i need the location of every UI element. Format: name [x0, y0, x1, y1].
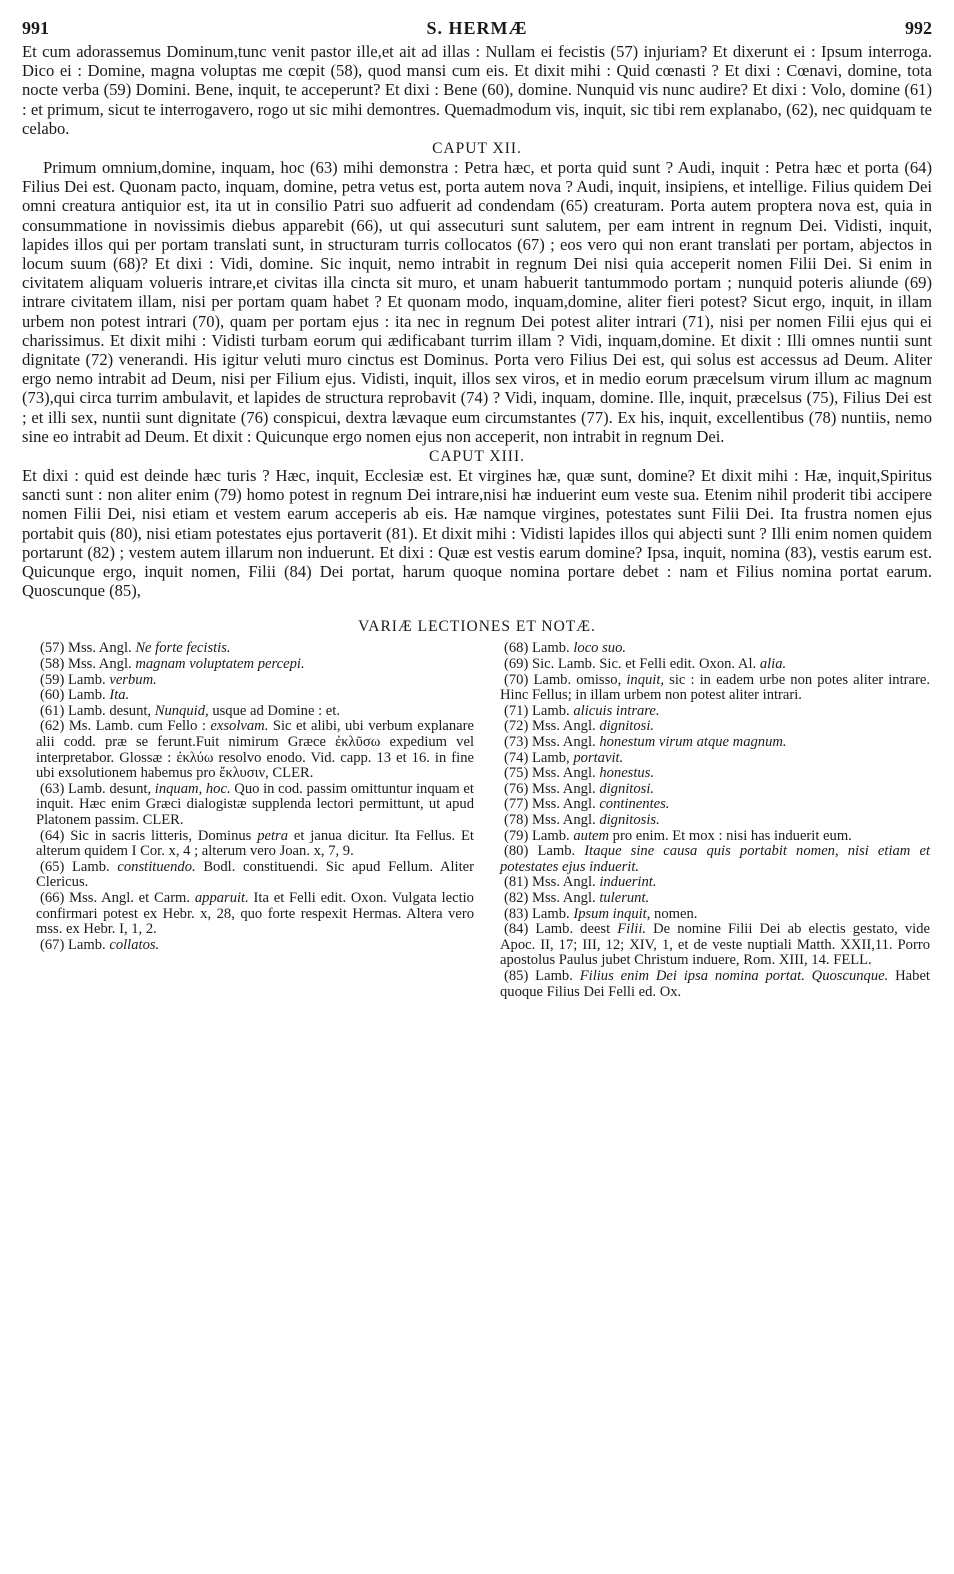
note-number: (70) — [504, 671, 529, 688]
note-reading: inquit, — [626, 671, 665, 688]
note-entry — [500, 751, 930, 767]
main-text — [22, 42, 932, 600]
note-comment: nomen. — [654, 905, 698, 922]
note-source: Mss. Angl. — [531, 780, 596, 797]
note-entry — [500, 875, 930, 891]
note-entry — [500, 719, 930, 735]
note-number: (67) — [40, 936, 65, 953]
note-reading: portavit. — [573, 749, 624, 766]
note-source: Mss. Angl. — [67, 656, 132, 673]
note-number: (83) — [504, 905, 529, 922]
note-source: Mss. Angl. — [531, 874, 596, 891]
note-source: Lamb. — [531, 905, 570, 922]
note-entry — [36, 673, 474, 689]
caput-xiii-heading: CAPUT XIII. — [429, 448, 525, 466]
note-reading: petra — [257, 827, 289, 844]
note-source: Ms. Lamb. cum Fello : — [68, 718, 206, 735]
note-entry — [500, 641, 930, 657]
note-entry — [36, 704, 474, 720]
note-source: Sic. Lamb. Sic. et Felli edit. Oxon. Al. — [531, 656, 757, 673]
note-reading: Ne forte fecistis. — [135, 640, 231, 657]
note-number: (60) — [40, 687, 65, 704]
note-comment: Sic et alibi, ubi verbum explanare alii codd. præ se ferunt.Fuit nimirum Græce ἐκλῦσω expedium vel interpretabor. Glossæ : ἐκλύω resolvo enodo. Vid. capp. 13 et 16. in fine ubi exsolutionem habemus pro ἔκλυσιν, CLER. — [36, 718, 474, 782]
note-number: (78) — [504, 812, 529, 829]
note-entry — [500, 657, 930, 673]
note-source: Lamb. — [531, 827, 570, 844]
note-reading: inquam, hoc. — [154, 780, 231, 797]
page-header — [22, 18, 932, 40]
note-source: Mss. Angl. — [531, 765, 596, 782]
note-entry — [500, 891, 930, 907]
note-number: (77) — [504, 796, 529, 813]
note-entry — [36, 891, 474, 938]
note-source: Mss. Angl. et Carm. — [69, 889, 191, 906]
note-reading: loco suo. — [573, 640, 627, 657]
note-entry — [36, 657, 474, 673]
page — [22, 18, 932, 1000]
note-reading: autem — [573, 827, 610, 844]
note-source: Lamb. — [537, 843, 576, 860]
note-source: Lamb. — [531, 702, 570, 719]
note-reading: collatos. — [109, 936, 160, 953]
note-source: Mss. Angl. — [531, 812, 596, 829]
note-reading: dignitosi. — [599, 780, 655, 797]
note-comment: De nomine Filii Dei ab electis gestato, vide Apoc. II, 17; III, 12; XIV, 1, et de veste nuptiali Matth. XXII,11. Porro apostolus Paulus jubet Christum induere, Rom. XIII, 14. FELL. — [500, 921, 930, 969]
note-source: Sic in sacris litteris, Dominus — [70, 827, 252, 844]
note-number: (65) — [40, 858, 65, 875]
note-number: (68) — [504, 640, 529, 657]
note-number: (58) — [40, 656, 65, 673]
note-entry — [36, 782, 474, 829]
note-source: Lamb. — [531, 640, 570, 657]
note-reading: induerint. — [599, 874, 657, 891]
note-entry — [36, 688, 474, 704]
note-entry — [500, 907, 930, 923]
note-reading: magnam voluptatem percepi. — [135, 656, 305, 673]
caput-xiii-paragraph: Et dixi : quid est deinde hæc turis ? Hæc, inquit, Ecclesiæ est. Et virgines hæ, quæ sunt, domine? Et dixit mihi : Hæ, inquit,Spiritus sancti sunt : non aliter enim (79) homo potest in regnum Dei intrare,nisi hæ induerint eum veste sua. Etenim nihil proderit tibi accipere nomen Filii Dei, nisi etiam et vestem earum acceperis ab eis. Hæ namque virgines, potestates sunt Filii Dei. Ita frustra nomen ejus portabit quis (80), nisi etiam potestates ejus portaverit (81). Et dixit mihi : Vidisti lapides illos qui abjecti sunt ? Illi enim nomen quidem portarunt (82) ; vestem autem illarum non induerunt. Et dixi : Quæ est vestis earum domine? Ipsa, inquit, nomina (83), vestis earum est. Quicunque ergo, inquit nomen, Filii (84) Dei portat, harum quoque nomina portare debet : nam et Filius nomina portat earum. Quoscunque (85), — [22, 466, 932, 601]
note-entry — [500, 704, 930, 720]
note-source: Mss. Angl. — [531, 796, 596, 813]
note-entry — [500, 829, 930, 845]
note-reading: Filii. — [617, 921, 647, 938]
note-reading: apparuit. — [194, 889, 249, 906]
note-number: (80) — [504, 843, 529, 860]
note-reading: verbum. — [109, 671, 157, 688]
caput-xii-paragraph: Primum omnium,domine, inquam, hoc (63) mihi demonstra : Petra hæc, et porta quid sunt ? Audi, inquit : Petra hæc et porta (64) Filius Dei est. Quonam pacto, inquam, domine, petra vetus est, porta autem nova ? Audi, inquit, insipiens, et intellige. Filius quidem Dei omni creatura antiquior est, ita ut in consilio Patri suo adfuerit ad condendam (65) creaturam. Porta autem proptera nova est, quia in consummatione in novissimis diebus apparebit (66), ut qui assecuturi sunt salutem, per eam intrent in regnum Dei. Vidisti, inquit, lapides illos qui per portam translati sunt, in structuram turris collocatos (67) ; eos vero qui non erant translati per portam, abjectos in locum suum (68)? Et dixi : Vidi, domine. Sic inquit, nemo intrabit in regnum Dei nisi quia acceperit nomen Filii Dei. Si enim in civitatem aliquam volueris intrare,et civitas illa cincta sit muro, et unam habuerit tantummodo portam ; nunquid poteris aliunde (69) intrare civitatem illam, nisi per portam quam habet ? Et quonam modo, inquam,domine, aliter fieri potest? Sicut ergo, inquit, in illam urbem non potest intrari (70), quam per portam ejus : ita nec in regnum Dei potest aliter intrari (71), nisi per nomen Filii ejus qui ei charissimus. Et dixit mihi : Vidisti turbam eorum qui ædificabant turrim illam ? Vidi, inquam,domine. Et dixit : Illi omnes nuntii sunt dignitate (72) venerandi. His igitur veluti muro cinctus est Dominus. Porta vero Filius Dei est, qui solus est accessus ad Deum. Aliter ergo nemo intrabit ad Deum, nisi per Filium ejus. Vidisti, inquit, illos sex viros, et in medio eorum præcelsum virum illum ac magnum (73),qui circa turrim ambulavit, et lapides de structura reprobavit (74) ? Vidi, inquam, domine. Ille, inquit, præcelsus (75), Filius Dei est ; et illi sex, nuntii sunt dignitate (76) conspicui, dextra lævaque eum circumstantes (77). Ex his, inquit, excellentibus (78) nuntiis, nemo sine eo intrabit ad Deum. Et dixit : Quicunque ergo nomen ejus non acceperit, non intrabit in regnum Dei. — [22, 158, 932, 446]
note-number: (81) — [504, 874, 529, 891]
note-number: (62) — [40, 718, 65, 735]
note-source: Lamb, — [531, 749, 570, 766]
note-entry — [500, 922, 930, 969]
note-number: (73) — [504, 734, 529, 751]
running-title: S. HERMÆ — [426, 18, 528, 38]
note-entry — [500, 673, 930, 704]
note-number: (61) — [40, 702, 65, 719]
note-comment: Quo in cod. passim omittuntur inquam et inquit. Hæc enim Græci dialogistæ supplenda lectori permittunt, ut apud Platonem passim. CLER. — [36, 780, 474, 829]
note-source: Mss. Angl. — [531, 718, 596, 735]
note-reading: honestus. — [599, 765, 655, 782]
note-entry — [500, 813, 930, 829]
note-number: (69) — [504, 656, 529, 673]
note-reading: dignitosis. — [599, 812, 660, 829]
note-comment: Ita et Felli edit. Oxon. Vulgata lectio confirmari potest ex Hebr. x, 28, quo forte respexit Hermas. Altera vero mss. ex Hebr. I, 1, 2. — [36, 889, 474, 938]
note-number: (79) — [504, 827, 529, 844]
note-reading: Itaque sine causa quis portabit nomen, nisi etiam et potestates ejus induerit. — [500, 843, 930, 875]
note-number: (74) — [504, 749, 529, 766]
note-reading: constituendo. — [117, 858, 196, 875]
note-reading: alicuis intrare. — [573, 702, 660, 719]
note-reading: dignitosi. — [599, 718, 655, 735]
note-number: (57) — [40, 640, 65, 657]
note-number: (66) — [40, 889, 65, 906]
note-entry — [36, 829, 474, 860]
note-reading: Nunquid, — [154, 702, 209, 719]
note-number: (84) — [504, 921, 529, 938]
notes-right-column — [500, 641, 932, 1000]
notes-left-column — [22, 641, 474, 1000]
intro-paragraph: Et cum adorassemus Dominum,tunc venit pastor ille,et ait ad illas : Nullam ei fecistis (57) injuriam? Et dixerunt ei : Ipsum interroga. Dico ei : Domine, magna voluptas me cœpit (58), quod mansi cum eis. Et dixit mihi : Quid cœnasti ? Et dixi : Cœnavi, domine, tota nocte verba (59) Domini. Bene, inquit, te acceperunt? Et dixi : Bene (60), domine. Nunquid vis nunc audire? Et dixi : Volo, domine (61) : et primum, sicut te interrogavero, rogo ut sic mihi demontres. Quemadmodum vis, inquit, sic tibi rem explanabo, (62), nec quidquam te celabo. — [22, 42, 932, 138]
note-source: Lamb. — [67, 936, 106, 953]
note-reading: honestum virum atque magnum. — [599, 734, 787, 751]
note-reading: Ita. — [109, 687, 130, 704]
note-reading: continentes. — [599, 796, 670, 813]
note-source: Lamb. omisso, — [533, 671, 622, 688]
note-source: Mss. Angl. — [531, 734, 596, 751]
note-number: (59) — [40, 671, 65, 688]
note-comment: sic : in eadem urbe non potes aliter intrare. Hinc Fellus; in illam urbem non potest aliter intrari. — [500, 671, 930, 704]
note-source: Lamb. — [67, 671, 106, 688]
caput-xii-heading: CAPUT XII. — [432, 140, 522, 158]
note-entry — [500, 735, 930, 751]
note-reading: tulerunt. — [599, 889, 650, 906]
note-source: Mss. Angl. — [67, 640, 132, 657]
note-entry — [500, 782, 930, 798]
notes-heading: VARIÆ LECTIONES ET NOTÆ. — [358, 618, 596, 636]
note-entry — [500, 766, 930, 782]
note-reading: alia. — [759, 656, 787, 673]
note-source: Lamb. desunt, — [67, 702, 152, 719]
note-source: Lamb. — [67, 687, 106, 704]
note-source: Lamb. desunt, — [68, 780, 152, 797]
left-page-number: 991 — [22, 18, 49, 38]
note-entry — [500, 969, 930, 1000]
note-comment: et janua dicitur. Ita Fellus. Et alterum quidem I Cor. x, 4 ; alterum vero Joan. x, 7, 9. — [36, 827, 474, 860]
note-comment: Habet quoque Filius Dei Felli ed. Ox. — [500, 967, 930, 1000]
notes-section — [22, 641, 932, 1000]
right-page-number: 992 — [905, 18, 932, 38]
note-source: Mss. Angl. — [531, 889, 596, 906]
note-entry — [36, 719, 474, 781]
note-entry — [36, 860, 474, 891]
note-comment: pro enim. Et mox : nisi has induerit eum. — [612, 827, 852, 844]
note-reading: Filius enim Dei ipsa nomina portat. Quoscunque. — [579, 967, 889, 984]
note-number: (72) — [504, 718, 529, 735]
note-source: Lamb. — [72, 858, 110, 875]
note-reading: exsolvam. — [210, 718, 269, 735]
note-comment: usque ad Domine : et. — [212, 702, 340, 719]
note-comment: Bodl. constituendi. Sic apud Fellum. Aliter Clericus. — [36, 858, 474, 891]
note-number: (71) — [504, 702, 529, 719]
note-number: (85) — [504, 967, 529, 984]
note-entry — [36, 641, 474, 657]
note-reading: Ipsum inquit, — [573, 905, 651, 922]
note-entry — [500, 844, 930, 875]
note-source: Lamb. deest — [535, 921, 611, 938]
note-number: (76) — [504, 780, 529, 797]
note-entry — [500, 797, 930, 813]
note-number: (64) — [40, 827, 65, 844]
note-entry — [36, 938, 474, 954]
note-number: (63) — [40, 780, 65, 797]
note-number: (75) — [504, 765, 529, 782]
note-source: Lamb. — [535, 967, 573, 984]
note-number: (82) — [504, 889, 529, 906]
